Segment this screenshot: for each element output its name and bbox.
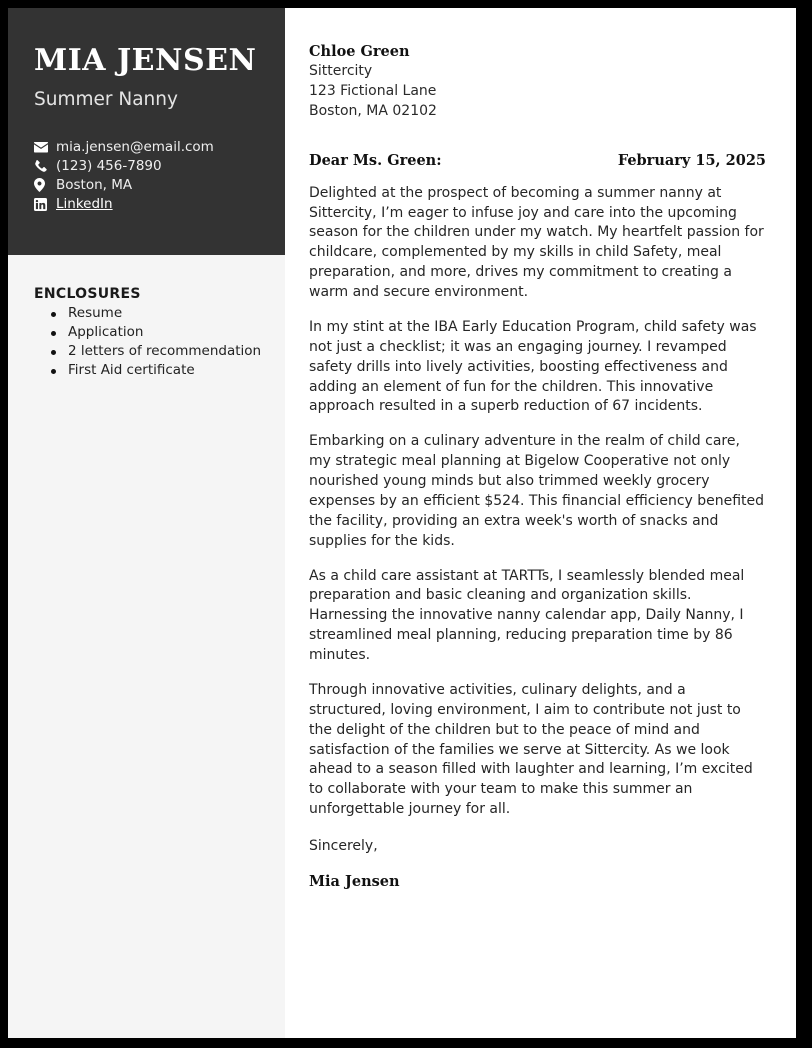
body-paragraph-5: Through innovative activities, culinary delights, and a structured, loving environment, I aim to contribute not just to the delight of the children but to the peace of mind and satisfaction of the families we serve at Sittercity. As we look ahead to a season filled with laughter and learning, I’m excited to collaborate with your team to make this summer an unforgettable journey for all. [309,681,753,818]
sidebar [8,8,285,1038]
recipient-city-state-zip: Boston, MA 02102 [309,102,437,119]
contact-email-text: mia.jensen@email.com [56,138,214,155]
list-item: Resume [48,304,284,323]
linkedin-icon [34,198,56,211]
contact-phone-text: (123) 456-7890 [56,157,162,174]
list-item: 2 letters of recommendation [48,342,284,361]
phone-icon [34,160,56,173]
applicant-name: MIA JENSEN [34,43,257,78]
recipient-address-block [309,42,766,122]
contact-linkedin-link[interactable]: LinkedIn [56,195,113,212]
contact-item-location[interactable] [34,176,259,195]
recipient-company: Sittercity [309,63,373,79]
contact-list [34,138,259,214]
letter-date: February 15, 2025 [617,151,766,169]
list-item: Application [48,323,284,342]
list-item: First Aid certificate [48,361,284,380]
contact-location-text: Boston, MA [56,176,133,193]
applicant-job-title: Summer Nanny [34,88,178,110]
body-paragraph-1: Delighted at the prospect of becoming a summer nanny at Sittercity, I’m eager to infuse joy and care into the upcoming season for the children under my watch. My heartfelt passion for childcare, complemented by my skills in child Safety, meal preparation, and more, drives my commitment to creating a warm and secure environment. [309,184,764,300]
salutation: Dear Ms. Green: [309,151,442,169]
contact-item-linkedin[interactable] [34,195,259,214]
body-paragraph-3: Embarking on a culinary adventure in the realm of child care, my strategic meal planning at Bigelow Cooperative not only nourished young minds but also trimmed weekly grocery expenses by an efficient $524. This financial efficiency benefited the facility, providing an extra week's worth of snacks and supplies for the kids. [309,433,765,549]
body-paragraph-2: In my stint at the IBA Early Education Program, child safety was not just a checklist; it was an engaging journey. I revamped safety drills into lively activities, boosting effectiveness and adding an element of fun for the children. This innovative approach resulted in a superb reduction of 67 incidents. [309,318,757,415]
location-pin-icon [34,178,56,192]
recipient-name: Chloe Green [309,43,410,60]
resume-page [8,8,796,1038]
sidebar-header [8,8,285,255]
envelope-icon [34,142,56,153]
body-paragraph-4: As a child care assistant at TARTTs, I seamlessly blended meal preparation and basic cleaning and organization skills. Harnessing the innovative nanny calendar app, Daily Nanny, I streamlined meal planning, reducing preparation time by 86 minutes. [309,567,745,663]
letter-body [285,8,796,1038]
contact-item-email[interactable] [34,138,259,157]
salutation-row [309,152,766,169]
enclosures-heading: ENCLOSURES [34,286,141,302]
signature-name: Mia Jensen [309,872,400,890]
closing-salutation: Sincerely, [309,838,378,854]
recipient-street: 123 Fictional Lane [309,82,437,99]
contact-item-phone[interactable] [34,157,259,176]
enclosures-list [48,304,284,380]
enclosures-section [34,286,284,380]
